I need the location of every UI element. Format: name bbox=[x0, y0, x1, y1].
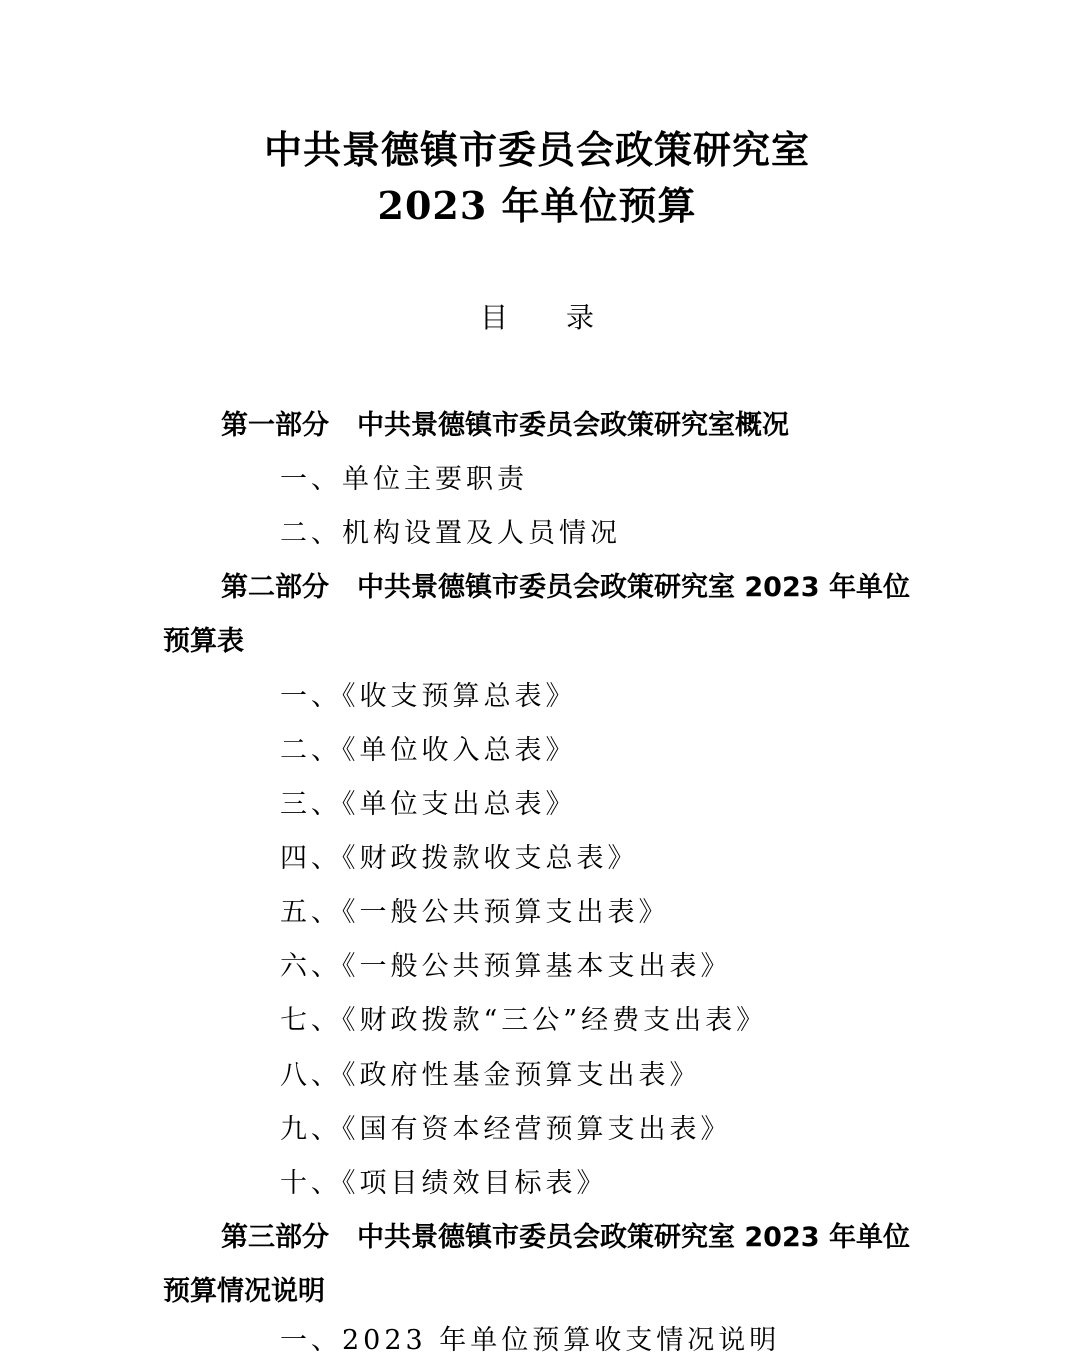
toc-item[interactable]: 二、《单位收入总表》 bbox=[280, 735, 577, 766]
toc-part-1-title: 中共景德镇市委员会政策研究室概况 bbox=[357, 410, 789, 441]
document-title-line-1: 中共景德镇市委员会政策研究室 bbox=[263, 127, 810, 172]
toc-part-2[interactable] bbox=[163, 561, 923, 669]
toc-part-1[interactable] bbox=[163, 399, 923, 453]
toc-part-3-title: 中共景德镇市委员会政策研究室 2023 年单位预算情况说明 bbox=[163, 1222, 910, 1307]
toc-heading-char-2: 录 bbox=[566, 301, 595, 334]
toc-item[interactable]: 五、《一般公共预算支出表》 bbox=[280, 897, 670, 928]
toc-part-3-label: 第三部分 bbox=[221, 1222, 329, 1253]
toc-item[interactable]: 六、《一般公共预算基本支出表》 bbox=[280, 951, 732, 982]
toc-part-3[interactable] bbox=[163, 1211, 923, 1319]
toc-heading-char-1: 目 bbox=[479, 301, 508, 334]
toc-part-2-title: 中共景德镇市委员会政策研究室 2023 年单位预算表 bbox=[163, 572, 910, 657]
toc-heading bbox=[0, 298, 1074, 338]
toc-part-2-label: 第二部分 bbox=[221, 572, 329, 603]
document-title-line-2: 2023 年单位预算 bbox=[377, 183, 697, 228]
toc-item[interactable]: 一、单位主要职责 bbox=[280, 464, 528, 495]
toc-item[interactable]: 三、《单位支出总表》 bbox=[280, 789, 577, 820]
toc-item[interactable]: 四、《财政拨款收支总表》 bbox=[280, 843, 639, 874]
toc-item[interactable]: 八、《政府性基金预算支出表》 bbox=[280, 1060, 701, 1091]
toc-item[interactable]: 十、《项目绩效目标表》 bbox=[280, 1168, 608, 1199]
toc-item[interactable]: 一、《收支预算总表》 bbox=[280, 681, 577, 712]
toc-item[interactable]: 二、机构设置及人员情况 bbox=[280, 518, 621, 549]
toc-item[interactable]: 九、《国有资本经营预算支出表》 bbox=[280, 1114, 732, 1145]
toc-item[interactable]: 七、《财政拨款“三公”经费支出表》 bbox=[280, 1005, 768, 1036]
toc-part-1-label: 第一部分 bbox=[221, 410, 329, 441]
toc-item[interactable]: 一、2023 年单位预算收支情况说明 bbox=[280, 1325, 781, 1356]
